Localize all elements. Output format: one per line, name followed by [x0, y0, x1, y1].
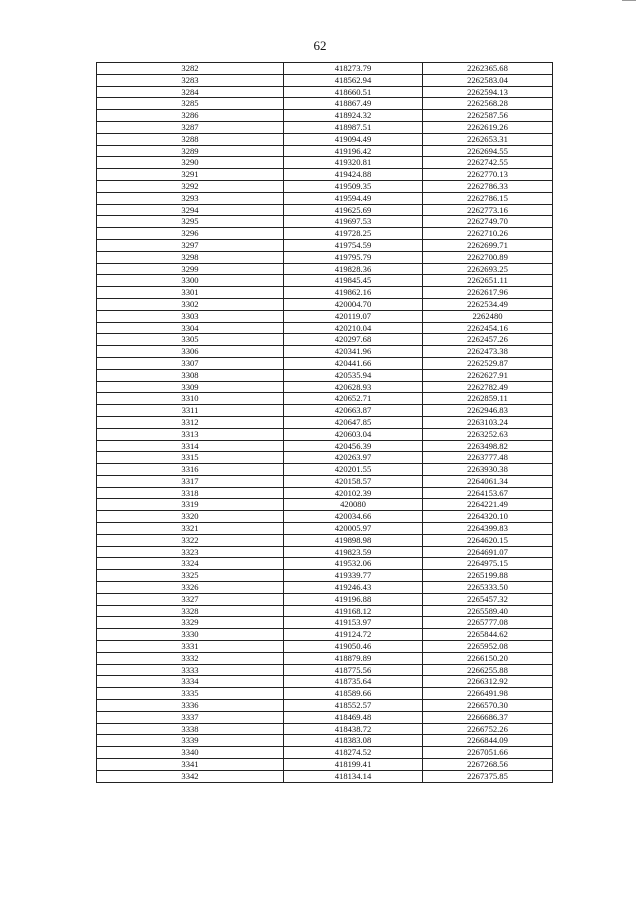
y-coordinate-cell: 2262587.56: [423, 110, 553, 122]
x-coordinate-cell: 418438.72: [284, 723, 423, 735]
x-coordinate-cell: 420201.55: [284, 464, 423, 476]
table-row: [97, 346, 553, 358]
x-coordinate-cell: 420004.70: [284, 298, 423, 310]
x-coordinate-cell: 418987.51: [284, 121, 423, 133]
table-row: [97, 582, 553, 594]
y-coordinate-cell: 2262946.83: [423, 405, 553, 417]
x-coordinate-cell: 418562.94: [284, 74, 423, 86]
x-coordinate-cell: 418274.52: [284, 747, 423, 759]
table-row: [97, 464, 553, 476]
point-number-cell: 3286: [97, 110, 284, 122]
x-coordinate-cell: 419168.12: [284, 605, 423, 617]
y-coordinate-cell: 2266312.92: [423, 676, 553, 688]
x-coordinate-cell: 418879.89: [284, 652, 423, 664]
table-row: [97, 228, 553, 240]
x-coordinate-cell: 419094.49: [284, 133, 423, 145]
point-number-cell: 3335: [97, 688, 284, 700]
table-row: [97, 251, 553, 263]
coordinates-table-body: [97, 63, 553, 783]
x-coordinate-cell: 419728.25: [284, 228, 423, 240]
y-coordinate-cell: 2262859.11: [423, 393, 553, 405]
point-number-cell: 3318: [97, 487, 284, 499]
y-coordinate-cell: 2267268.56: [423, 759, 553, 771]
x-coordinate-cell: 420005.97: [284, 523, 423, 535]
point-number-cell: 3338: [97, 723, 284, 735]
table-row: [97, 192, 553, 204]
table-row: [97, 239, 553, 251]
y-coordinate-cell: 2262457.26: [423, 334, 553, 346]
x-coordinate-cell: 420263.97: [284, 452, 423, 464]
point-number-cell: 3289: [97, 145, 284, 157]
table-row: [97, 98, 553, 110]
y-coordinate-cell: 2265952.08: [423, 641, 553, 653]
y-coordinate-cell: 2266150.20: [423, 652, 553, 664]
x-coordinate-cell: 420535.94: [284, 369, 423, 381]
point-number-cell: 3298: [97, 251, 284, 263]
table-row: [97, 428, 553, 440]
point-number-cell: 3342: [97, 770, 284, 782]
table-row: [97, 86, 553, 98]
x-coordinate-cell: 420341.96: [284, 346, 423, 358]
y-coordinate-cell: 2262693.25: [423, 263, 553, 275]
table-row: [97, 700, 553, 712]
table-row: [97, 605, 553, 617]
table-row: [97, 298, 553, 310]
point-number-cell: 3329: [97, 617, 284, 629]
x-coordinate-cell: 419862.16: [284, 287, 423, 299]
x-coordinate-cell: 420647.85: [284, 416, 423, 428]
y-coordinate-cell: 2262651.11: [423, 275, 553, 287]
table-row: [97, 110, 553, 122]
y-coordinate-cell: 2262786.15: [423, 192, 553, 204]
y-coordinate-cell: 2264399.83: [423, 523, 553, 535]
y-coordinate-cell: 2263252.63: [423, 428, 553, 440]
point-number-cell: 3326: [97, 582, 284, 594]
point-number-cell: 3336: [97, 700, 284, 712]
y-coordinate-cell: 2264221.49: [423, 499, 553, 511]
y-coordinate-cell: 2266255.88: [423, 664, 553, 676]
y-coordinate-cell: 2262568.28: [423, 98, 553, 110]
point-number-cell: 3333: [97, 664, 284, 676]
point-number-cell: 3340: [97, 747, 284, 759]
point-number-cell: 3313: [97, 428, 284, 440]
x-coordinate-cell: 419532.06: [284, 558, 423, 570]
y-coordinate-cell: 2263103.24: [423, 416, 553, 428]
table-row: [97, 357, 553, 369]
y-coordinate-cell: 2262617.96: [423, 287, 553, 299]
point-number-cell: 3293: [97, 192, 284, 204]
x-coordinate-cell: 418867.49: [284, 98, 423, 110]
table-row: [97, 121, 553, 133]
table-row: [97, 511, 553, 523]
point-number-cell: 3296: [97, 228, 284, 240]
y-coordinate-cell: 2262710.26: [423, 228, 553, 240]
y-coordinate-cell: 2262365.68: [423, 63, 553, 75]
table-row: [97, 652, 553, 664]
y-coordinate-cell: 2262529.87: [423, 357, 553, 369]
y-coordinate-cell: 2262627.91: [423, 369, 553, 381]
table-row: [97, 74, 553, 86]
x-coordinate-cell: 418273.79: [284, 63, 423, 75]
x-coordinate-cell: 419424.88: [284, 169, 423, 181]
x-coordinate-cell: 420603.04: [284, 428, 423, 440]
y-coordinate-cell: 2262742.55: [423, 157, 553, 169]
x-coordinate-cell: 418924.32: [284, 110, 423, 122]
x-coordinate-cell: 418660.51: [284, 86, 423, 98]
table-row: [97, 759, 553, 771]
point-number-cell: 3290: [97, 157, 284, 169]
x-coordinate-cell: 419050.46: [284, 641, 423, 653]
table-row: [97, 275, 553, 287]
y-coordinate-cell: 2266491.98: [423, 688, 553, 700]
point-number-cell: 3284: [97, 86, 284, 98]
point-number-cell: 3292: [97, 180, 284, 192]
point-number-cell: 3328: [97, 605, 284, 617]
x-coordinate-cell: 418199.41: [284, 759, 423, 771]
x-coordinate-cell: 420210.04: [284, 322, 423, 334]
table-row: [97, 546, 553, 558]
table-row: [97, 723, 553, 735]
x-coordinate-cell: 419509.35: [284, 180, 423, 192]
y-coordinate-cell: 2262782.49: [423, 381, 553, 393]
table-row: [97, 523, 553, 535]
x-coordinate-cell: 419795.79: [284, 251, 423, 263]
table-row: [97, 369, 553, 381]
point-number-cell: 3320: [97, 511, 284, 523]
point-number-cell: 3332: [97, 652, 284, 664]
y-coordinate-cell: 2264153.67: [423, 487, 553, 499]
point-number-cell: 3307: [97, 357, 284, 369]
point-number-cell: 3314: [97, 440, 284, 452]
scan-edge-mark: [622, 0, 636, 3]
y-coordinate-cell: 2262480: [423, 310, 553, 322]
table-row: [97, 310, 553, 322]
table-row: [97, 169, 553, 181]
table-row: [97, 63, 553, 75]
x-coordinate-cell: 419196.88: [284, 593, 423, 605]
y-coordinate-cell: 2264620.15: [423, 534, 553, 546]
y-coordinate-cell: 2265457.32: [423, 593, 553, 605]
y-coordinate-cell: 2263930.38: [423, 464, 553, 476]
table-row: [97, 558, 553, 570]
table-row: [97, 263, 553, 275]
point-number-cell: 3339: [97, 735, 284, 747]
table-row: [97, 416, 553, 428]
x-coordinate-cell: 420628.93: [284, 381, 423, 393]
y-coordinate-cell: 2266752.26: [423, 723, 553, 735]
point-number-cell: 3302: [97, 298, 284, 310]
table-row: [97, 204, 553, 216]
x-coordinate-cell: 419594.49: [284, 192, 423, 204]
table-row: [97, 617, 553, 629]
x-coordinate-cell: 419196.42: [284, 145, 423, 157]
y-coordinate-cell: 2264691.07: [423, 546, 553, 558]
point-number-cell: 3291: [97, 169, 284, 181]
y-coordinate-cell: 2262749.70: [423, 216, 553, 228]
table-row: [97, 334, 553, 346]
x-coordinate-cell: 419697.53: [284, 216, 423, 228]
y-coordinate-cell: 2262770.13: [423, 169, 553, 181]
point-number-cell: 3315: [97, 452, 284, 464]
point-number-cell: 3285: [97, 98, 284, 110]
x-coordinate-cell: 419823.59: [284, 546, 423, 558]
x-coordinate-cell: 420158.57: [284, 475, 423, 487]
point-number-cell: 3327: [97, 593, 284, 605]
x-coordinate-cell: 419625.69: [284, 204, 423, 216]
y-coordinate-cell: 2267375.85: [423, 770, 553, 782]
y-coordinate-cell: 2265777.08: [423, 617, 553, 629]
x-coordinate-cell: 419828.36: [284, 263, 423, 275]
point-number-cell: 3308: [97, 369, 284, 381]
point-number-cell: 3324: [97, 558, 284, 570]
y-coordinate-cell: 2262619.26: [423, 121, 553, 133]
y-coordinate-cell: 2266844.09: [423, 735, 553, 747]
point-number-cell: 3309: [97, 381, 284, 393]
coordinates-table: [96, 62, 553, 783]
point-number-cell: 3295: [97, 216, 284, 228]
y-coordinate-cell: 2262700.89: [423, 251, 553, 263]
table-row: [97, 499, 553, 511]
y-coordinate-cell: 2262473.38: [423, 346, 553, 358]
point-number-cell: 3306: [97, 346, 284, 358]
point-number-cell: 3310: [97, 393, 284, 405]
table-row: [97, 735, 553, 747]
y-coordinate-cell: 2263498.82: [423, 440, 553, 452]
table-row: [97, 452, 553, 464]
table-row: [97, 322, 553, 334]
x-coordinate-cell: 420652.71: [284, 393, 423, 405]
point-number-cell: 3288: [97, 133, 284, 145]
x-coordinate-cell: 420080: [284, 499, 423, 511]
y-coordinate-cell: 2262699.71: [423, 239, 553, 251]
x-coordinate-cell: 418735.64: [284, 676, 423, 688]
x-coordinate-cell: 420102.39: [284, 487, 423, 499]
x-coordinate-cell: 420297.68: [284, 334, 423, 346]
table-row: [97, 180, 553, 192]
y-coordinate-cell: 2265199.88: [423, 570, 553, 582]
table-row: [97, 440, 553, 452]
x-coordinate-cell: 418552.57: [284, 700, 423, 712]
table-row: [97, 487, 553, 499]
x-coordinate-cell: 418775.56: [284, 664, 423, 676]
point-number-cell: 3299: [97, 263, 284, 275]
y-coordinate-cell: 2262534.49: [423, 298, 553, 310]
table-row: [97, 381, 553, 393]
point-number-cell: 3319: [97, 499, 284, 511]
x-coordinate-cell: 419339.77: [284, 570, 423, 582]
x-coordinate-cell: 418134.14: [284, 770, 423, 782]
y-coordinate-cell: 2262454.16: [423, 322, 553, 334]
x-coordinate-cell: 418589.66: [284, 688, 423, 700]
y-coordinate-cell: 2263777.48: [423, 452, 553, 464]
point-number-cell: 3282: [97, 63, 284, 75]
y-coordinate-cell: 2262694.55: [423, 145, 553, 157]
table-row: [97, 393, 553, 405]
point-number-cell: 3316: [97, 464, 284, 476]
y-coordinate-cell: 2262594.13: [423, 86, 553, 98]
table-row: [97, 157, 553, 169]
table-row: [97, 133, 553, 145]
point-number-cell: 3334: [97, 676, 284, 688]
table-row: [97, 405, 553, 417]
table-row: [97, 475, 553, 487]
x-coordinate-cell: 419754.59: [284, 239, 423, 251]
point-number-cell: 3321: [97, 523, 284, 535]
x-coordinate-cell: 418383.08: [284, 735, 423, 747]
x-coordinate-cell: 419320.81: [284, 157, 423, 169]
point-number-cell: 3301: [97, 287, 284, 299]
table-row: [97, 629, 553, 641]
table-row: [97, 747, 553, 759]
point-number-cell: 3294: [97, 204, 284, 216]
table-row: [97, 641, 553, 653]
x-coordinate-cell: 420441.66: [284, 357, 423, 369]
page-number: 62: [313, 38, 327, 53]
point-number-cell: 3303: [97, 310, 284, 322]
y-coordinate-cell: 2267051.66: [423, 747, 553, 759]
table-row: [97, 711, 553, 723]
point-number-cell: 3287: [97, 121, 284, 133]
y-coordinate-cell: 2266686.37: [423, 711, 553, 723]
table-row: [97, 593, 553, 605]
point-number-cell: 3330: [97, 629, 284, 641]
point-number-cell: 3300: [97, 275, 284, 287]
point-number-cell: 3297: [97, 239, 284, 251]
x-coordinate-cell: 419898.98: [284, 534, 423, 546]
y-coordinate-cell: 2266570.30: [423, 700, 553, 712]
y-coordinate-cell: 2262786.33: [423, 180, 553, 192]
point-number-cell: 3311: [97, 405, 284, 417]
x-coordinate-cell: 420456.39: [284, 440, 423, 452]
y-coordinate-cell: 2265333.50: [423, 582, 553, 594]
point-number-cell: 3305: [97, 334, 284, 346]
table-row: [97, 664, 553, 676]
y-coordinate-cell: 2265844.62: [423, 629, 553, 641]
x-coordinate-cell: 420119.07: [284, 310, 423, 322]
point-number-cell: 3323: [97, 546, 284, 558]
table-row: [97, 216, 553, 228]
x-coordinate-cell: 420663.87: [284, 405, 423, 417]
point-number-cell: 3312: [97, 416, 284, 428]
point-number-cell: 3337: [97, 711, 284, 723]
x-coordinate-cell: 420034.66: [284, 511, 423, 523]
x-coordinate-cell: 419246.43: [284, 582, 423, 594]
x-coordinate-cell: 419845.45: [284, 275, 423, 287]
point-number-cell: 3317: [97, 475, 284, 487]
y-coordinate-cell: 2262653.31: [423, 133, 553, 145]
table-row: [97, 770, 553, 782]
table-row: [97, 287, 553, 299]
point-number-cell: 3341: [97, 759, 284, 771]
x-coordinate-cell: 418469.48: [284, 711, 423, 723]
table-row: [97, 145, 553, 157]
y-coordinate-cell: 2264975.15: [423, 558, 553, 570]
table-row: [97, 534, 553, 546]
y-coordinate-cell: 2264320.10: [423, 511, 553, 523]
x-coordinate-cell: 419124.72: [284, 629, 423, 641]
point-number-cell: 3304: [97, 322, 284, 334]
point-number-cell: 3325: [97, 570, 284, 582]
table-row: [97, 688, 553, 700]
table-row: [97, 570, 553, 582]
point-number-cell: 3322: [97, 534, 284, 546]
y-coordinate-cell: 2265589.40: [423, 605, 553, 617]
y-coordinate-cell: 2262773.16: [423, 204, 553, 216]
x-coordinate-cell: 419153.97: [284, 617, 423, 629]
y-coordinate-cell: 2262583.04: [423, 74, 553, 86]
table-row: [97, 676, 553, 688]
point-number-cell: 3283: [97, 74, 284, 86]
point-number-cell: 3331: [97, 641, 284, 653]
y-coordinate-cell: 2264061.34: [423, 475, 553, 487]
